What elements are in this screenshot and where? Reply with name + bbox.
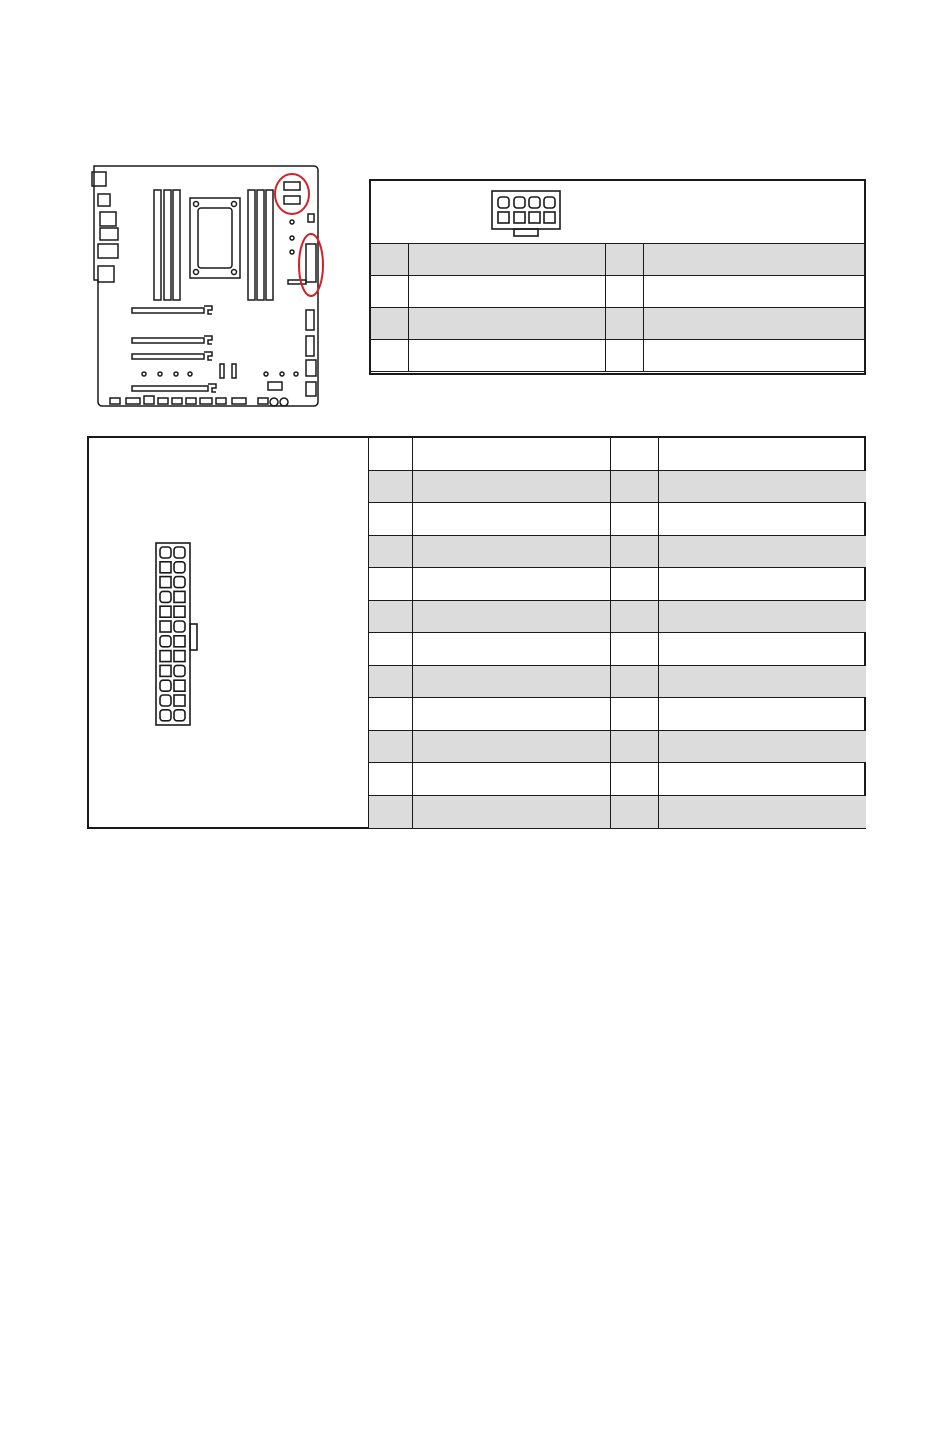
connector-pin (160, 562, 171, 573)
connector-pin (174, 695, 185, 706)
pin-number-cell (369, 666, 413, 698)
pin-number-cell (611, 698, 659, 730)
signal-name-cell (659, 796, 866, 829)
io-port (98, 244, 118, 258)
pin-number-cell (371, 340, 409, 371)
io-port (100, 228, 118, 240)
pinout-row (369, 601, 866, 634)
signal-name-cell (413, 601, 611, 633)
pin-number-cell (611, 438, 659, 470)
pin-number-cell (369, 471, 413, 503)
dimm-slot (173, 190, 180, 300)
pin-number-cell (369, 601, 413, 633)
signal-name-cell (659, 763, 866, 795)
pinout-row (369, 763, 866, 796)
io-port (98, 266, 114, 282)
pin-number-cell (371, 308, 409, 339)
pinout-row (369, 666, 866, 699)
pinout-row (371, 244, 864, 276)
pin-number-cell (611, 666, 659, 698)
connector-pin (160, 710, 171, 721)
motherboard-diagram (88, 160, 326, 412)
signal-name-cell (413, 796, 611, 829)
io-port (100, 212, 116, 226)
signal-name-cell (659, 471, 866, 503)
8-pin-power-connector-icon (490, 189, 562, 239)
pin-number-cell (611, 568, 659, 600)
connector-pin (160, 606, 171, 617)
pin-number-cell (611, 536, 659, 568)
pin-number-cell (611, 503, 659, 535)
dimm-slot (266, 190, 273, 300)
connector-pin (160, 651, 171, 662)
pin-number-cell (611, 731, 659, 763)
signal-name-cell (659, 666, 866, 698)
pcie-slot (132, 338, 204, 343)
dimm-slot (154, 190, 161, 300)
pin-number-cell (369, 503, 413, 535)
pin-number-cell (369, 731, 413, 763)
pinout-row (369, 633, 866, 666)
signal-name-cell (659, 438, 866, 470)
pin-number-cell (371, 276, 409, 307)
connector-pin (174, 636, 185, 647)
connector-pin (160, 577, 171, 588)
signal-name-cell (409, 244, 606, 275)
pcie-slot (132, 386, 208, 391)
connector-pin (174, 577, 185, 588)
connector-pin (160, 695, 171, 706)
pinout-row (369, 471, 866, 504)
connector-pin (160, 547, 171, 558)
pin-number-cell (611, 471, 659, 503)
signal-name-cell (409, 276, 606, 307)
signal-name-cell (644, 276, 866, 307)
pin-number-cell (369, 633, 413, 665)
pinout-row (369, 698, 866, 731)
signal-name-cell (659, 568, 866, 600)
pin-number-cell (369, 536, 413, 568)
signal-name-cell (413, 763, 611, 795)
signal-name-cell (413, 568, 611, 600)
signal-name-cell (413, 536, 611, 568)
pinout-row (371, 276, 864, 308)
24-pin-power-connector-icon (155, 542, 199, 726)
pinout-row (369, 731, 866, 764)
pin-number-cell (611, 796, 659, 829)
signal-name-cell (413, 731, 611, 763)
connector-pin (174, 665, 185, 676)
connector-pin (174, 547, 185, 558)
dimm-slot (248, 190, 255, 300)
signal-name-cell (659, 633, 866, 665)
connector-pin (160, 665, 171, 676)
connector-pin (160, 621, 171, 632)
dimm-slot (164, 190, 171, 300)
pinout-row (369, 536, 866, 569)
cpu-power-table-header (371, 181, 864, 244)
connector-pin (174, 621, 185, 632)
connector-pin (174, 680, 185, 691)
atx-24pin-header (306, 244, 316, 282)
pin-number-cell (611, 633, 659, 665)
atx-connector-panel (89, 438, 369, 827)
pin-number-cell (611, 601, 659, 633)
pin-number-cell (606, 244, 644, 275)
signal-name-cell (413, 698, 611, 730)
pcie-slot (132, 308, 204, 313)
cpu-socket-inner (198, 208, 232, 268)
signal-name-cell (409, 340, 606, 371)
signal-name-cell (413, 503, 611, 535)
pinout-row (369, 568, 866, 601)
pin-number-cell (606, 308, 644, 339)
pin-number-cell (371, 244, 409, 275)
pin-number-cell (369, 438, 413, 470)
connector-pin (160, 636, 171, 647)
connector-pin (174, 606, 185, 617)
connector-pin (174, 562, 185, 573)
signal-name-cell (413, 666, 611, 698)
signal-name-cell (659, 503, 866, 535)
signal-name-cell (644, 340, 866, 371)
signal-name-cell (413, 471, 611, 503)
connector-pin (160, 591, 171, 602)
pin-number-cell (611, 763, 659, 795)
pinout-row (369, 796, 866, 829)
pinout-row (369, 438, 866, 471)
connector-pin (174, 651, 185, 662)
pcie-slot (132, 354, 204, 359)
signal-name-cell (413, 438, 611, 470)
pinout-row (369, 503, 866, 536)
pin-number-cell (606, 340, 644, 371)
signal-name-cell (644, 308, 866, 339)
cpu-power-highlight (275, 174, 309, 214)
signal-name-cell (413, 633, 611, 665)
connector-pin (174, 591, 185, 602)
signal-name-cell (659, 731, 866, 763)
signal-name-cell (659, 536, 866, 568)
connector-pin (160, 680, 171, 691)
pin-number-cell (369, 698, 413, 730)
signal-name-cell (409, 308, 606, 339)
pinout-row (371, 308, 864, 340)
pin-number-cell (369, 568, 413, 600)
atx-power-pinout-table (87, 436, 866, 829)
connector-pin (174, 710, 185, 721)
io-port (98, 194, 110, 206)
signal-name-cell (659, 698, 866, 730)
dimm-slot (257, 190, 264, 300)
signal-name-cell (659, 601, 866, 633)
pinout-row (371, 340, 864, 372)
pin-number-cell (369, 763, 413, 795)
signal-name-cell (644, 244, 866, 275)
pin-number-cell (369, 796, 413, 829)
cpu-power-pinout-table (369, 179, 866, 375)
pin-number-cell (606, 276, 644, 307)
